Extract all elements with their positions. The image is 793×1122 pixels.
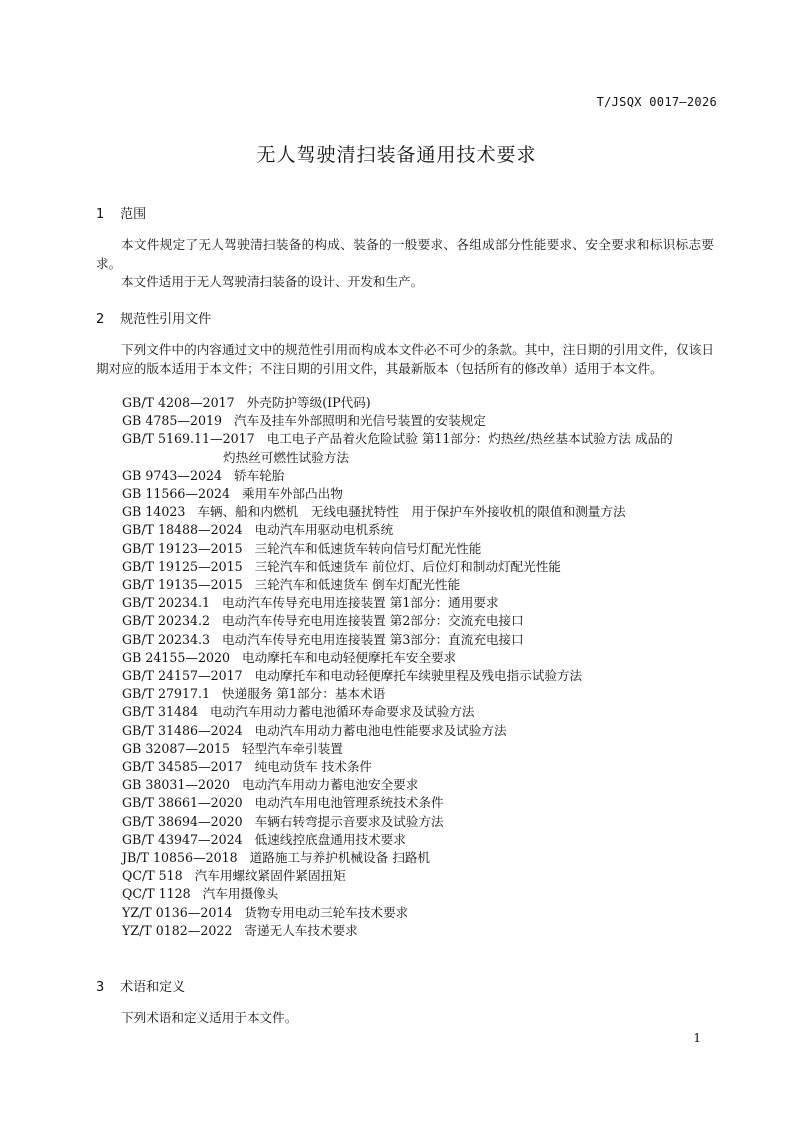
reference-item	[122, 867, 722, 885]
reference-code: GB/T 34585—2017	[122, 759, 243, 775]
reference-item-continuation	[122, 449, 722, 467]
reference-item	[122, 576, 722, 594]
reference-item	[122, 558, 722, 576]
reference-title: 电动汽车用电池管理系统技术条件	[254, 795, 444, 811]
section-1-paragraph-1: 本文件规定了无人驾驶清扫装备的构成、装备的一般要求、各组成部分性能要求、安全要求和标识标志要求。	[96, 237, 714, 271]
reference-title: 纯电动货车 技术条件	[254, 759, 373, 775]
reference-code: GB/T 19135—2015	[122, 577, 243, 593]
reference-code: GB/T 18488—2024	[122, 522, 243, 538]
reference-code: GB 38031—2020	[122, 777, 231, 793]
reference-code: GB/T 20234.3	[122, 631, 211, 647]
reference-code: GB 14023	[122, 504, 186, 520]
reference-item	[122, 521, 722, 539]
reference-item	[122, 685, 722, 703]
reference-code: GB 24155—2020	[122, 649, 231, 665]
section-3-heading	[96, 976, 185, 995]
reference-item	[122, 776, 722, 794]
reference-code: GB 11566—2024	[122, 486, 231, 502]
reference-title: 车辆、船和内燃机 无线电骚扰特性 用于保护车外接收机的限值和测量方法	[197, 504, 626, 520]
reference-code: GB/T 27917.1	[122, 686, 211, 702]
reference-title: 寄递无人车技术要求	[244, 922, 358, 938]
reference-code: GB/T 19123—2015	[122, 540, 243, 556]
section-title: 术语和定义	[120, 980, 186, 995]
reference-code: YZ/T 0136—2014	[122, 904, 233, 920]
reference-item	[122, 430, 722, 448]
section-number: 1	[96, 207, 105, 222]
reference-code: GB/T 20234.2	[122, 613, 211, 629]
reference-item	[122, 485, 722, 503]
reference-code: GB/T 31486—2024	[122, 722, 243, 738]
reference-code: YZ/T 0182—2022	[122, 922, 233, 938]
reference-code: GB/T 24157—2017	[122, 668, 243, 684]
reference-title: 外壳防护等级(IP代码)	[246, 395, 371, 410]
section-2-paragraph-1: 下列文件中的内容通过文中的规范性引用而构成本文件必不可少的条款。其中，注日期的引用文件，仅该日期对应的版本适用于本文件；不注日期的引用文件，其最新版本（包括所有的修改单）适用于本文件。	[96, 342, 714, 376]
reference-title: 快递服务 第1部分：基本术语	[222, 686, 386, 702]
reference-item	[122, 722, 722, 740]
reference-item	[122, 394, 722, 412]
reference-title: 三轮汽车和低速货车 前位灯、后位灯和制动灯配光性能	[254, 558, 561, 574]
reference-code: GB/T 38694—2020	[122, 813, 243, 829]
section-number: 3	[96, 980, 105, 995]
reference-code: GB 4785—2019	[122, 413, 223, 429]
reference-title: 三轮汽车和低速货车转向信号灯配光性能	[254, 540, 482, 556]
reference-code: QC/T 1128	[122, 886, 191, 902]
reference-code: GB/T 43947—2024	[122, 831, 243, 847]
reference-title: 电动摩托车和电动轻便摩托车安全要求	[242, 649, 457, 665]
reference-title: 轿车轮胎	[234, 467, 285, 483]
reference-item	[122, 412, 722, 430]
page-number: 1	[693, 1031, 701, 1045]
reference-title: 货物专用电动三轮车技术要求	[244, 904, 409, 920]
reference-item	[122, 813, 722, 831]
reference-title: 电动摩托车和电动轻便摩托车续驶里程及残电指示试验方法	[254, 668, 583, 684]
reference-item	[122, 831, 722, 849]
reference-code: GB/T 20234.1	[122, 595, 211, 611]
reference-item	[122, 631, 722, 649]
reference-code: GB/T 5169.11—2017	[122, 431, 255, 447]
page-title: 无人驾驶清扫装备通用技术要求	[256, 144, 537, 166]
reference-item	[122, 922, 722, 940]
reference-title: 低速线控底盘通用技术要求	[254, 831, 406, 847]
reference-item	[122, 794, 722, 812]
reference-item	[122, 540, 722, 558]
reference-code: GB 9743—2024	[122, 467, 223, 483]
reference-title: 道路施工与养护机械设备 扫路机	[249, 850, 430, 866]
reference-item	[122, 703, 722, 721]
reference-item	[122, 758, 722, 776]
section-title: 规范性引用文件	[120, 312, 212, 327]
reference-code: GB/T 31484	[122, 704, 199, 720]
section-title: 范围	[120, 207, 147, 222]
reference-code: GB/T 38661—2020	[122, 795, 243, 811]
reference-item	[122, 503, 722, 521]
section-1-paragraph-2: 本文件适用于无人驾驶清扫装备的设计、开发和生产。	[121, 274, 424, 289]
document-code: T/JSQX 0017—2026	[596, 95, 717, 109]
reference-title: 电工电子产品着火危险试验 第11部分：灼热丝/热丝基本试验方法 成品的	[266, 431, 673, 447]
reference-title: 轻型汽车牵引装置	[242, 740, 343, 756]
reference-title: 汽车用摄像头	[202, 886, 279, 902]
reference-title: 电动汽车传导充电用连接装置 第2部分：交流充电接口	[222, 613, 524, 629]
section-2-heading	[96, 308, 211, 327]
reference-title: 电动汽车用动力蓄电池电性能要求及试验方法	[254, 722, 507, 738]
section-3-paragraph-1: 下列术语和定义适用于本文件。	[121, 1010, 298, 1025]
reference-title: 电动汽车用动力蓄电池安全要求	[242, 777, 419, 793]
reference-title: 汽车用螺纹紧固件紧固扭矩	[194, 868, 346, 884]
reference-item	[122, 467, 722, 485]
section-number: 2	[96, 312, 105, 327]
reference-code: GB/T 19125—2015	[122, 558, 243, 574]
reference-item	[122, 849, 722, 867]
reference-item	[122, 667, 722, 685]
reference-code: GB/T 4208—2017	[122, 395, 235, 410]
reference-title: 车辆右转弯提示音要求及试验方法	[254, 813, 444, 829]
reference-item	[122, 740, 722, 758]
reference-code: QC/T 518	[122, 868, 183, 884]
reference-code: JB/T 10856—2018	[122, 850, 238, 866]
reference-list	[122, 394, 722, 940]
reference-item	[122, 649, 722, 667]
reference-title: 乘用车外部凸出物	[242, 486, 343, 502]
reference-item	[122, 612, 722, 630]
reference-code: GB 32087—2015	[122, 740, 231, 756]
reference-title: 三轮汽车和低速货车 倒车灯配光性能	[254, 577, 461, 593]
reference-item	[122, 904, 722, 922]
reference-title: 电动汽车传导充电用连接装置 第3部分：直流充电接口	[222, 631, 524, 647]
reference-title: 电动汽车传导充电用连接装置 第1部分：通用要求	[222, 595, 499, 611]
reference-title: 电动汽车用动力蓄电池循环寿命要求及试验方法	[210, 704, 475, 720]
reference-title: 电动汽车用驱动电机系统	[254, 522, 394, 538]
reference-item	[122, 885, 722, 903]
reference-title-continuation: 灼热丝可燃性试验方法	[223, 449, 349, 465]
section-1-heading	[96, 203, 146, 222]
reference-title: 汽车及挂车外部照明和光信号装置的安装规定	[234, 413, 486, 429]
reference-item	[122, 594, 722, 612]
